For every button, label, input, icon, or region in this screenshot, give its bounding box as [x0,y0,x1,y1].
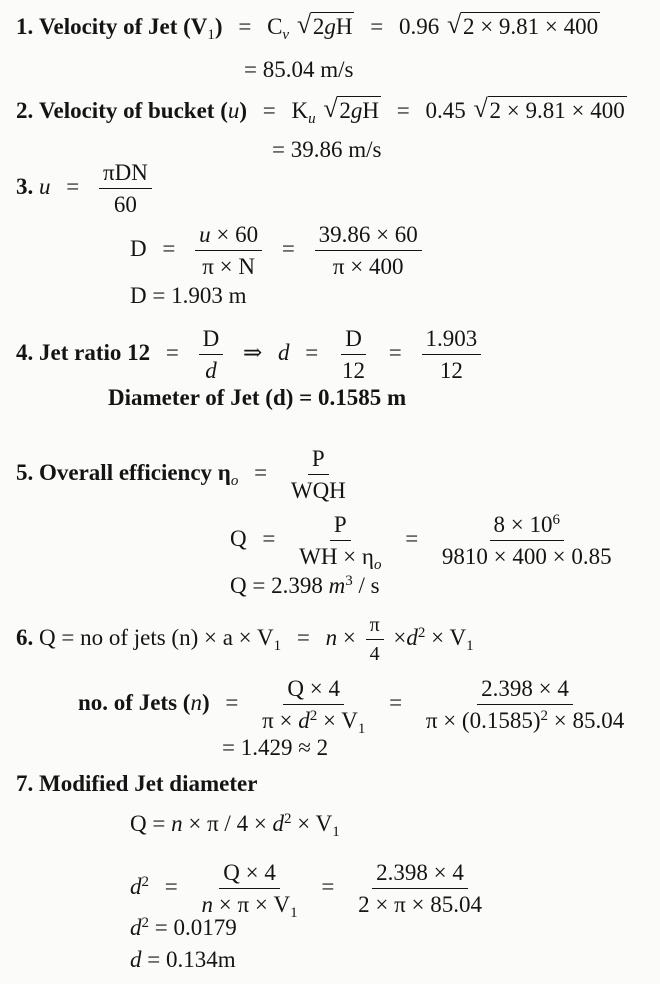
fraction-numeric: $\frac{39.86 \times 60}{\pi \times 400}$ [315,222,422,280]
fraction-d-over-d: $\frac{D}{d}$ [199,326,224,384]
fraction-q4-over-pid2v1: $\frac{Q \times 4}{\pi \times d^2 \times V_1}$ [262,676,366,738]
step-5-result: Q = 2.398 $m^3$ / s [230,573,380,598]
fraction-numeric: $\frac{1.903}{12}$ [422,326,482,384]
fraction-u60-over-pin: $\frac{u \times 60}{\pi \times N}$ [195,222,262,280]
step-5-overall-efficiency: 5. Overall efficiency $\eta_o$ = $\frac{P}{\text{WQH}}$ [16,446,354,504]
step-6-result: = 1.429 ≈ 2 [222,735,329,760]
fraction-numeric: $\frac{2.398 \times 4}{\pi \times (0.1585)^2 \times 85.04}$ [425,676,625,734]
fraction-p-over-wh-eta: $\frac{P}{WH \times \eta_o}$ [299,512,382,574]
step-3-d-formula: D = $\frac{u \times 60}{\pi \times N}$ = $\frac{39.86 \times 60}{\pi \times 400}$ [130,222,426,280]
fraction-q4-over-npiv1: $\frac{Q \times 4}{n \times \pi \times V_1}$ [201,860,298,922]
fraction-d-over-12: $\frac{D}{12}$ [342,326,366,384]
step-1-result: = 85.04 m/s [244,57,354,82]
sqrt-2gh: √ 2gH [323,94,380,123]
sqrt-2gh: √ 2gH [296,10,353,39]
step-2-result: = 39.86 m/s [272,137,382,162]
step-7-heading: 7. Modified Jet diameter [16,771,258,796]
step-7-d2-result: $d^2 = 0.0179$ [130,915,237,940]
fraction-pi-over-4: $\frac{\pi}{4}$ [366,614,384,665]
step-7-d2-formula: $d^2$ = $\frac{Q \times 4}{n \times \pi \times V_1}$ = $\frac{2.398 \times 4}{2 \times \pi \times 85.04}$ [130,860,490,918]
step-4-jet-ratio: 4. Jet ratio 12 = $\frac{D}{d}$ ⇒ d = $\frac{D}{12}$ = $\frac{1.903}{12}$ [16,326,485,384]
fraction-p-over-wqh: $\frac{P}{\text{WQH}}$ [290,446,346,504]
step-3-result: D = 1.903 m [130,283,247,308]
step-6-no-of-jets: no. of Jets (n) = $\frac{Q \times 4}{\pi \times d^2 \times V_1}$ = $\frac{2.398 \times 4}{\pi \times (0.1585)^2 \times 85.04}$ [78,676,632,734]
step-5-q-formula: Q = $\frac{P}{WH \times \eta_o}$ = $\frac{8 \times 10^6}{9810 \times 400 \times 0.85}$ [230,512,620,570]
fraction-numeric: $\frac{2.398 \times 4}{2 \times \pi \times 85.04}$ [358,860,482,918]
fraction-pidn-over-60: $\frac{\text{πDN}}{60}$ [99,160,152,218]
step-7-d-result: d = 0.134m [130,947,236,972]
sqrt-numeric: √ 2 × 9.81 × 400 [473,94,625,123]
step-4-result: Diameter of Jet (d) = 0.1585 m [108,385,407,410]
step-6-q-jets: 6. Q = no of jets $(n) \times a \times V_1 = n$ × $\frac{\pi}{4}$ $\times d^2 \times V_1$ [16,614,474,665]
sqrt-numeric: √ 2 × 9.81 × 400 [446,10,599,39]
step-1-velocity-of-jet: 1. Velocity of Jet $(V_1) = C_v$ √ 2gH = 0.96 √ 2 × 9.81 × 400 [16,10,599,43]
step-7-q-line: $Q = n \times \pi / 4 \times d^2 \times V_1$ [130,811,340,840]
step-3-u-formula: 3. u = $\frac{\text{πDN}}{60}$ [16,160,156,218]
step-2-velocity-of-bucket: 2. Velocity of bucket $(u) = K_u$ √ 2gH = 0.45 √ 2 × 9.81 × 400 [16,94,625,127]
fraction-numeric: $\frac{8 \times 10^6}{9810 \times 400 \times 0.85}$ [441,512,612,570]
